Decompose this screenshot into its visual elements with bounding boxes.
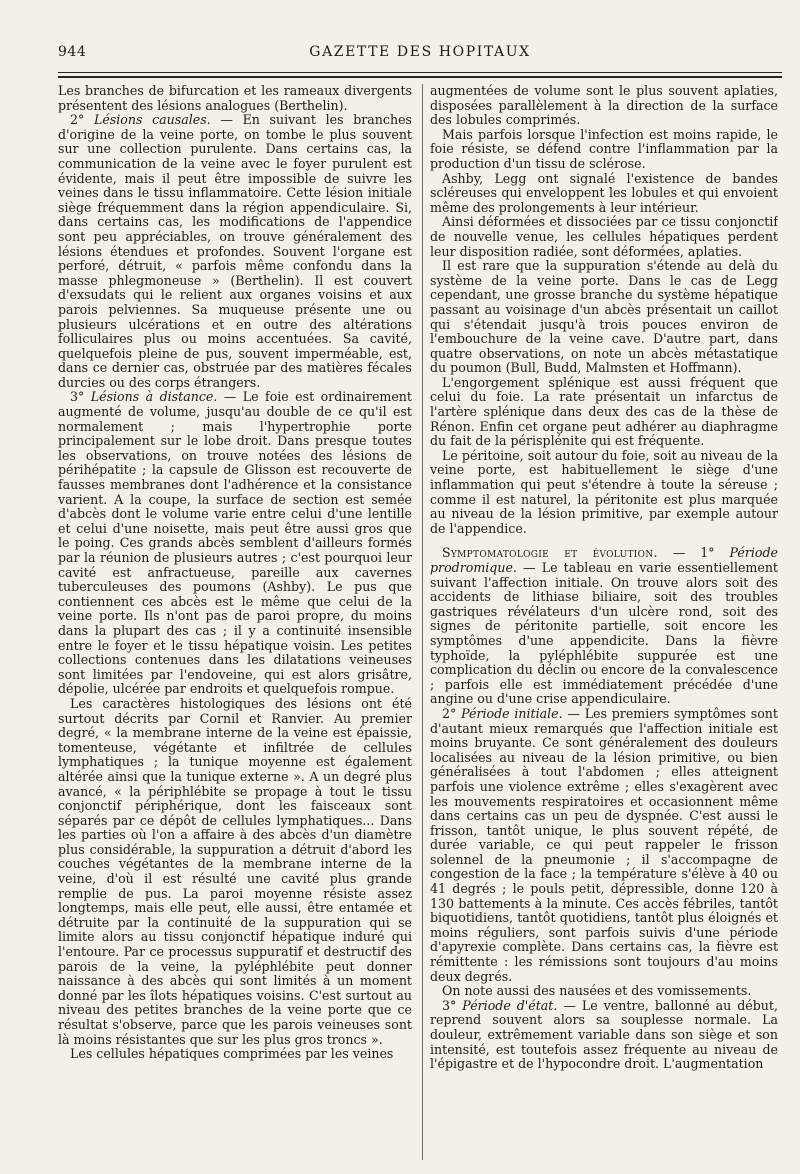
page-number: 944 xyxy=(58,44,87,60)
paragraph xyxy=(430,999,778,1072)
paragraph xyxy=(430,259,778,376)
header-rule-thick xyxy=(58,76,782,78)
paragraph-lead: Lésions causales. xyxy=(93,112,211,128)
paragraph-lead: Période prodromique. xyxy=(430,545,778,575)
paragraph xyxy=(430,172,778,216)
page-header xyxy=(58,44,782,66)
paragraph xyxy=(430,84,778,128)
paragraph xyxy=(430,449,778,537)
paragraph-text: On note aussi des nausées et des vomissements. xyxy=(442,983,752,999)
paragraph xyxy=(430,376,778,449)
paragraph xyxy=(58,1047,412,1062)
paragraph-text: — Les premiers symptômes sont d'autant mieux remarqués que l'affection initiale est moins bruyante. Ce sont généralement des douleurs localisées au niveau de la lésion primitive, ou bien généralisées à tout l'abdomen ; elles atteignent parfois une violence extrême ; elles s'exagèrent avec les mouvements respiratoires et occasionnent même dans certains cas un peu de dyspnée. C'est aussi le frisson, tantôt unique, le plus souvent répété, de durée variable, ce qui peut rappeler le frisson solennel de la pneumonie ; il s'accompagne de congestion de la face ; la température s'élève à 40 ou 41 degrés ; le pouls petit, dépressible, donne 120 à 130 battements à la minute. Ces accès fébriles, tantôt biquotidiens, tantôt quotidiens, tantôt plus éloignés et moins réguliers, sont parfois suivis d'une période d'apyrexie complète. Dans certains cas, la fièvre est rémittente : les rémissions sont toujours d'au moins deux degrés. xyxy=(430,705,778,984)
paragraph-text: — En suivant les branches d'origine de la veine porte, on tombe le plus souvent sur une collection purulente. Dans certains cas, la communication de la veine avec le foyer purulent est évidente, mais il peut être impossible de suivre les veines dans le tissu inflammatoire. Cette lésion initiale siège fréquemment dans la région appendiculaire. Si, dans certains cas, les modifications de l'appendice sont peu appréciables, on trouve généralement des lésions étendues et profondes. Souvent l'organe est perforé, détruit, « parfois même confondu dans la masse phlegmoneuse » (Berthelin). Il est couvert d'exsudats qui le relient aux organes voisins et aux parois pelviennes. Sa muqueuse présente une ou plusieurs ulcérations et en outre des altérations folliculaires plus ou moins accentuées. Sa cavité, quelquefois pleine de pus, souvent imperméable, est, dans ce dernier cas, obstruée par des matières fécales durcies ou des corps étrangers. xyxy=(58,112,412,390)
paragraph-number: 2° xyxy=(70,112,94,128)
paragraph xyxy=(58,113,412,390)
paragraph-lead: Période initiale. xyxy=(461,705,563,721)
paragraph xyxy=(430,707,778,984)
section-heading: Symptomatologie et évolution. xyxy=(442,545,658,561)
paragraph xyxy=(430,215,778,259)
paragraph-text: Les cellules hépatiques comprimées par les veines xyxy=(70,1046,394,1062)
paragraph-number: — 1° xyxy=(657,545,730,561)
paragraph-text: Ashby, Legg ont signalé l'existence de bandes scléreuses qui enveloppent les lobules et qui envoient même des prolongements à leur intérieur. xyxy=(430,170,778,215)
paragraph-lead: Lésions à distance. xyxy=(90,389,218,405)
paragraph xyxy=(430,128,778,172)
paragraph xyxy=(430,984,778,999)
paragraph-text: — Le ventre, ballonné au début, reprend souvent alors sa souplesse normale. La douleur, extrêmement variable dans son siège et son intensité, est toutefois assez fréquente au niveau de l'épigastre et de l'hypocondre droit. L'augmentation xyxy=(430,997,778,1072)
column-divider xyxy=(422,84,423,1160)
paragraph-number: 3° xyxy=(442,997,463,1013)
running-title: GAZETTE DES HOPITAUX xyxy=(309,44,531,60)
paragraph-text: Mais parfois lorsque l'infection est moins rapide, le foie résiste, se défend contre l'inflammation par la production d'un tissu de sclérose. xyxy=(430,126,778,171)
paragraph-text: L'engorgement splénique est aussi fréquent que celui du foie. La rate présentait un infarctus de l'artère splénique dans deux des cas de la thèse de Rénon. Enfin cet organe peut adhérer au diaphragme du fait de la périsplénite qui est fréquente. xyxy=(430,374,778,449)
paragraph-number: 3° xyxy=(70,389,91,405)
header-rule-thin xyxy=(58,72,782,73)
paragraph xyxy=(430,546,778,707)
left-column xyxy=(58,84,412,1160)
paragraph xyxy=(58,84,412,113)
paragraph-lead: Période d'état. xyxy=(462,997,558,1013)
paragraph-number: 2° xyxy=(442,705,462,721)
paragraph xyxy=(58,390,412,696)
paragraph-text: augmentées de volume sont le plus souvent aplaties, disposées parallèlement à la direction de la surface des lobules comprimés. xyxy=(430,84,778,128)
right-column xyxy=(430,84,778,1160)
paragraph xyxy=(58,697,412,1047)
paragraph-text: Les caractères histologiques des lésions ont été surtout décrits par Cornil et Ranvier. Au premier degré, « la membrane interne de la veine est épaissie, tomenteuse, végétante et infiltrée de cellules lymphatiques ; la tunique moyenne est également altérée ainsi que la tunique externe ». A un degré plus avancé, « la périphlébite se propage à tout le tissu conjonctif périphérique, dont les faisceaux sont séparés par ce dépôt de cellules lymphatiques... Dans les parties où l'on a affaire à des abcès d'un diamètre plus considérable, la suppuration a détruit d'abord les couches végétantes de la membrane interne de la veine, d'où il est résulté une cavité plus grande remplie de pus. La paroi moyenne résiste assez longtemps, mais elle peut, elle aussi, être entamée et détruite par la continuité de la suppuration qui se limite alors au tissu conjonctif hépatique induré qui l'entoure. Par ce processus suppuratif et destructif des parois de la veine, la pyléphlébite peut donner naissance à des abcès qui sont limités à un moment donné par les îlots hépatiques voisins. C'est surtout au niveau des petites branches de la veine porte que ce résultat s'observe, parce que les parois veineuses sont là moins résistantes que sur les plus gros troncs ». xyxy=(58,695,412,1047)
paragraph-text: Les branches de bifurcation et les rameaux divergents présentent des lésions analogues (Berthelin). xyxy=(58,84,412,113)
paragraph-text: — Le foie est ordinairement augmenté de volume, jusqu'au double de ce qu'il est normalement ; mais l'hypertrophie porte principalement sur le lobe droit. Dans presque toutes les observations, on trouve notées des lésions de périhépatite ; la capsule de Glisson est recouverte de fausses membranes dont l'adhérence et la consistance varient. A la coupe, la surface de section est semée d'abcès dont le volume varie entre celui d'une lentille et celui d'une noisette, mais peut être aussi gros que le poing. Ces grands abcès semblent d'ailleurs formés par la réunion de plusieurs autres ; c'est pourquoi leur cavité est anfractueuse, pareille aux cavernes tuberculeuses des poumons (Ashby). Le pus que contiennent ces abcès est le même que celui de la veine porte. Ils n'ont pas de paroi propre, du moins dans la plupart des cas ; il y a continuité insensible entre le foyer et le tissu hépatique voisin. Les petites collections contenues dans les dilatations veineuses sont limitées par l'endoveine, qui est alors grisâtre, dépolie, ulcérée par endroits et quelquefois rompue. xyxy=(58,389,412,697)
paragraph-text: Il est rare que la suppuration s'étende au delà du système de la veine porte. Dans le cas de Legg cependant, une grosse branche du système hépatique passant au voisinage d'un abcès présentait un caillot qui s'étendait jusqu'à trois pouces environ de l'embouchure de la veine cave. D'autre part, dans quatre observations, on note un abcès métastatique du poumon (Bull, Budd, Malmsten et Hoffmann). xyxy=(430,258,778,376)
paragraph-text: Le péritoine, soit autour du foie, soit au niveau de la veine porte, est habituellement le siège d'une inflammation qui peut s'étendre à toute la séreuse ; comme il est naturel, la péritonite est plus marquée au niveau de la lésion primitive, par exemple autour de l'appendice. xyxy=(430,447,778,536)
paragraph-text: Ainsi déformées et dissociées par ce tissu conjonctif de nouvelle venue, les cellules hépatiques perdent leur disposition radiée, sont déformées, aplaties. xyxy=(430,214,778,259)
paragraph-text: — Le tableau en varie essentiellement suivant l'affection initiale. On trouve alors soit des accidents de lithiase biliaire, soit des troubles gastriques révélateurs d'un ulcère rond, soit des signes de péritonite partielle, soit encore les symptômes d'une appendicite. Dans la fièvre typhoïde, la pyléphlébite suppurée est une complication du déclin ou encore de la convalescence ; parfois elle est immédiatement précédée d'une angine ou d'une crise appendiculaire. xyxy=(430,560,778,707)
